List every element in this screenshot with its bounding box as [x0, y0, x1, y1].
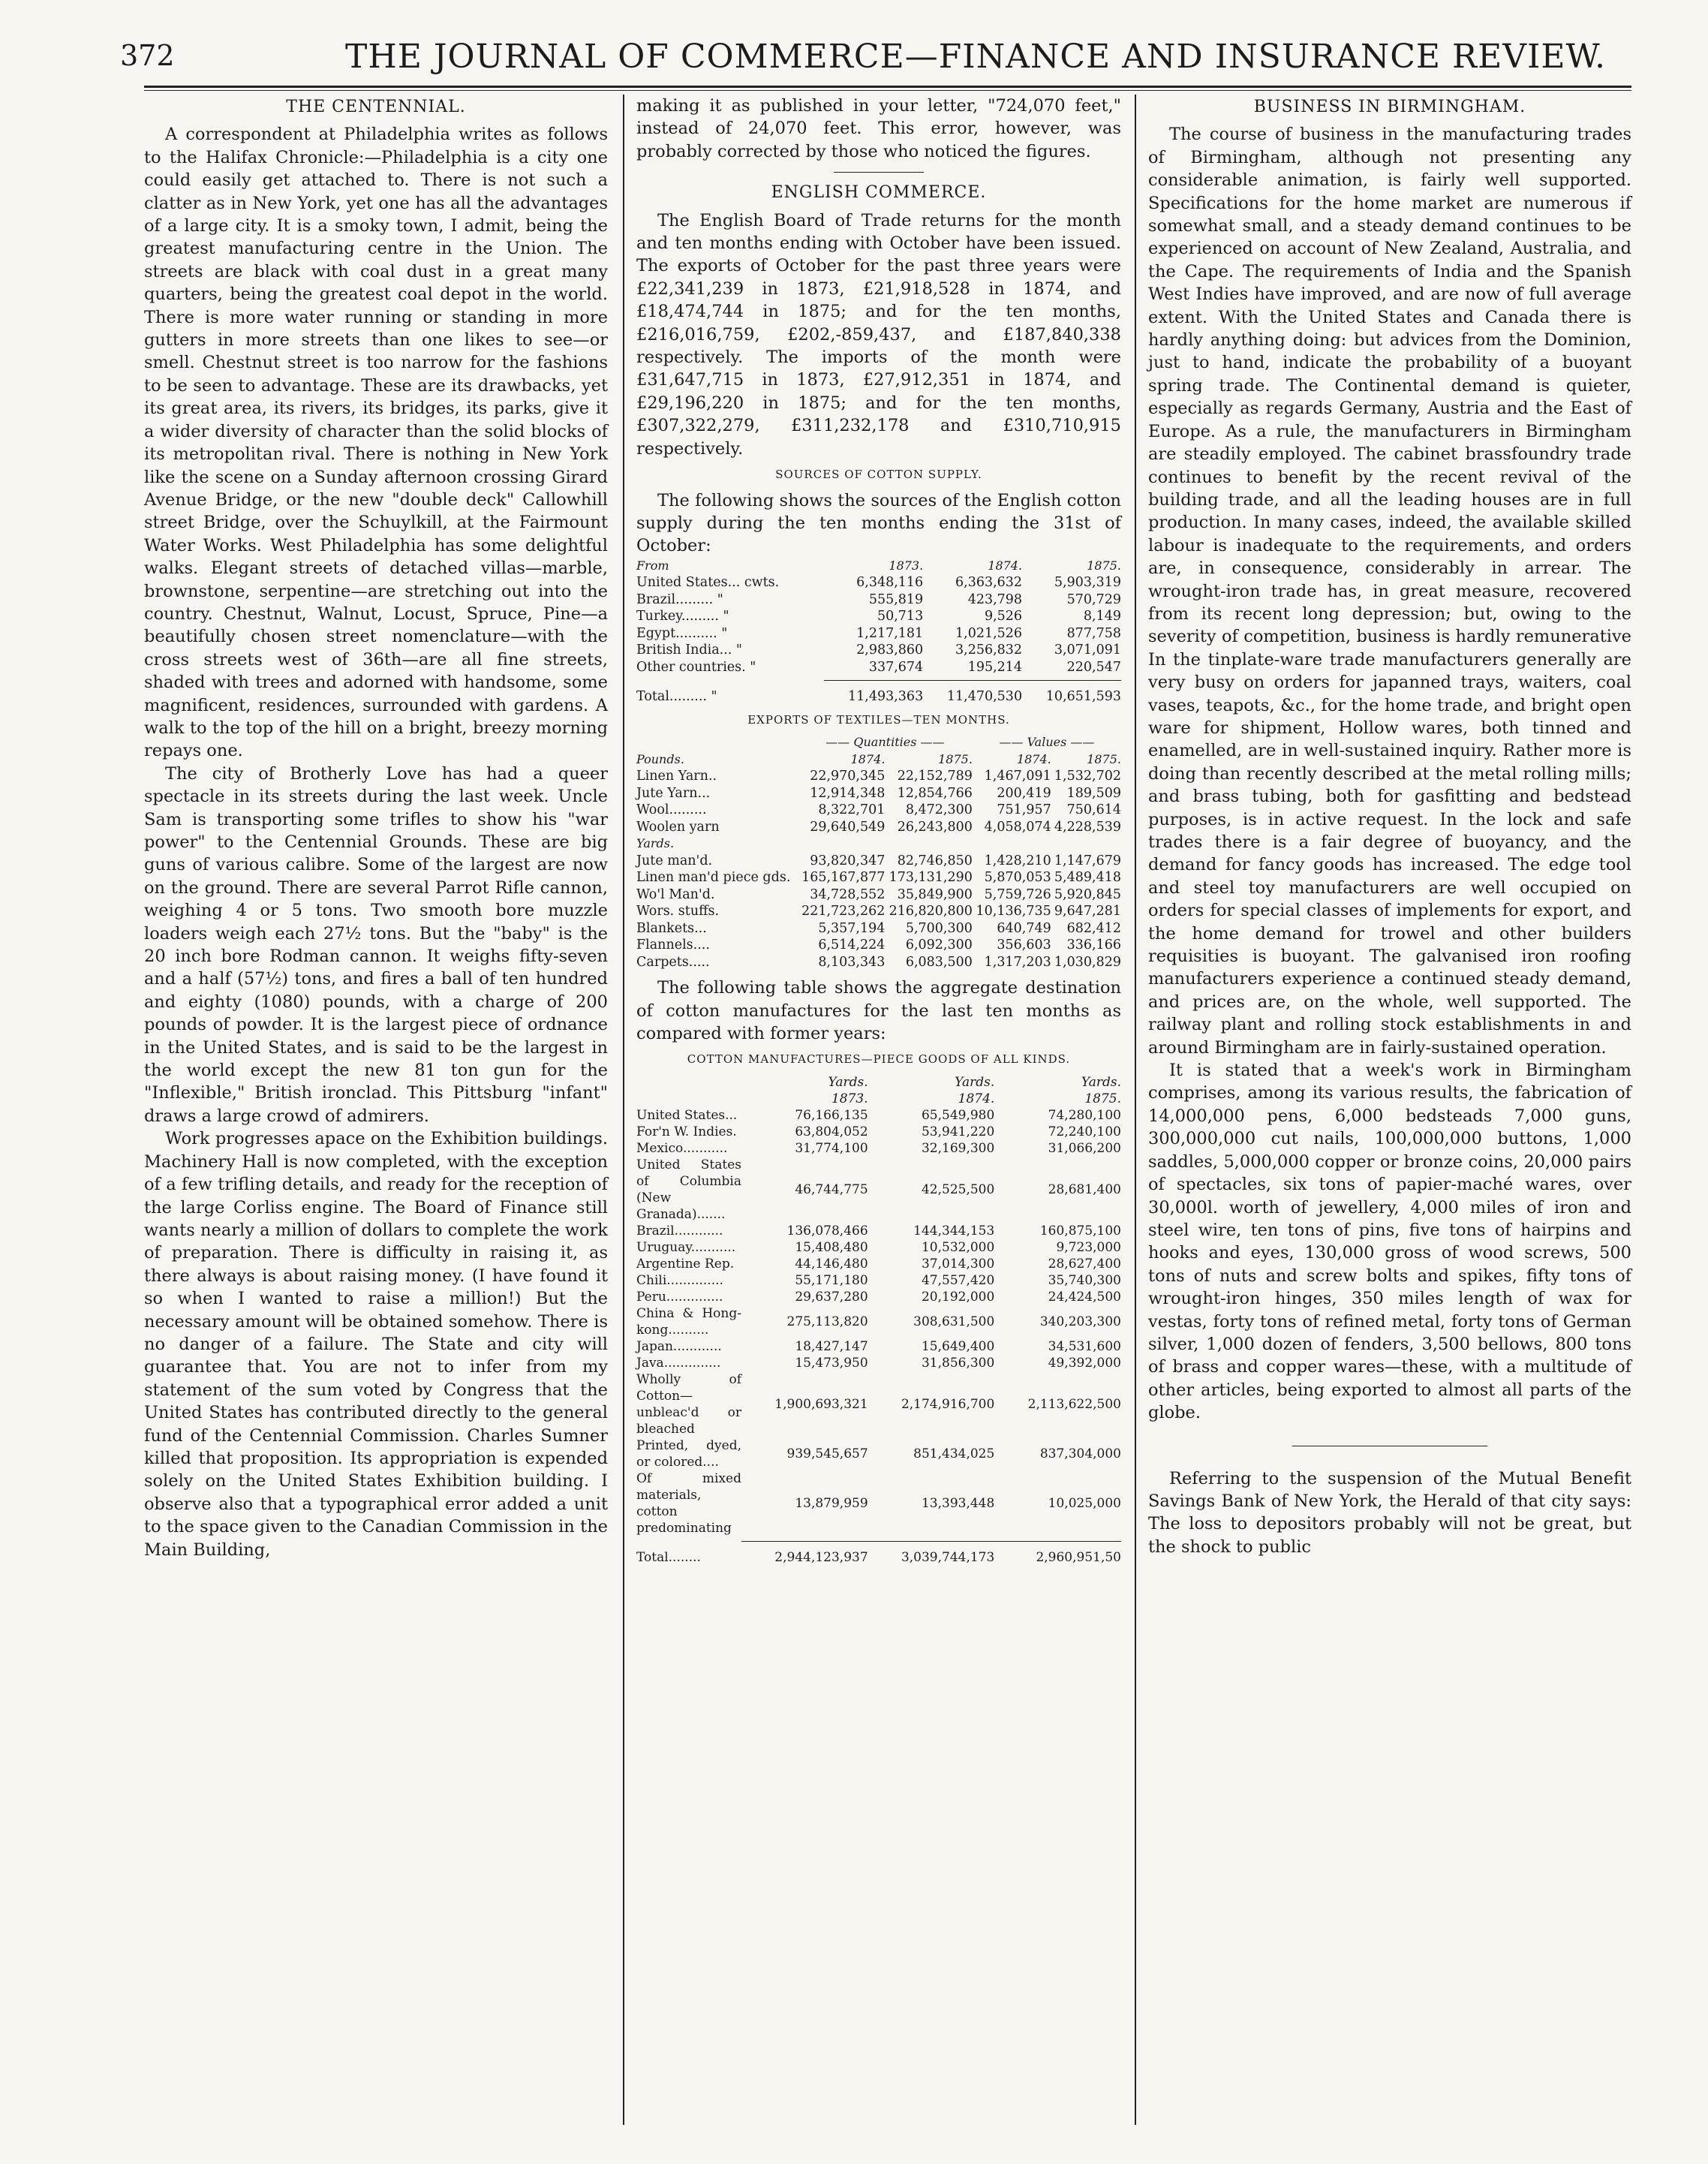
cotton-supply-header: From 1873. 1874. 1875.: [636, 558, 1121, 573]
textiles-row: Jute man'd. 93,820,347 82,746,850 1,428,210 1,147,679: [636, 853, 1121, 868]
cotton-manufactures-row: Peru.............. 29,637,280 20,192,000 24,424,500: [636, 1289, 1121, 1305]
cotton-manufactures-row: Argentine Rep. 44,146,480 37,014,300 28,627,400: [636, 1256, 1121, 1272]
textiles-row: Blankets... 5,357,194 5,700,300 640,749 682,412: [636, 920, 1121, 936]
masthead: [120, 33, 1628, 86]
birmingham-paragraph-2: It is stated that a week's work in Birmingham comprises, among its various results, the fabrication of 14,000,000 pens, 6,000 bedsteads 7,000 guns, 300,000,000 cut nails, 100,000,000 buttons, 1,000 saddles, 5,000,000 copper or bronze coins, 20,000 pairs of spectacles, six tons of papier-maché wares, over 30,000l. worth of jewellery, 4,000 miles of iron and steel wire, ten tons of pins, five tons of hairpins and hooks and eyes, 130,000 gross of wood screws, 500 tons of nuts and screw bolts and spikes, fifty tons of wrought-iron hinges, 350 miles length of wax for vestas, forty tons of refined metal, forty tons of German silver, 1,000 dozen of fenders, 3,500 bellows, 800 tons of brass and copper wares—these, with a multitude of other articles, being exported to almost all parts of the globe.: [1148, 1061, 1631, 1423]
cotton-manufactures-row: United States of Columbia (New Granada)....... 46,744,775 42,525,500 28,681,400: [636, 1157, 1121, 1222]
cotton-manufactures-row: Printed, dyed, or colored.... 939,545,657 851,434,025 837,304,000: [636, 1437, 1121, 1470]
textiles-row: Carpets..... 8,103,343 6,083,500 1,317,203 1,030,829: [636, 954, 1121, 970]
centennial-heading: THE CENTENNIAL.: [286, 98, 466, 116]
centennial-paragraph-2: The city of Brotherly Love has had a queer spectacle in its streets during the last week. Uncle Sam is transporting some trifles to show his "war power" to the Centennial Grounds. These are big guns of various calibre. Some of the largest are now on the ground. There are several Parrot Rifle cannon, weighing 4 or 5 tons. Two smooth bore muzzle loaders weigh each 27½ tons. But the "baby" is the 20 inch bore Rodman cannon. It weighs fifty-seven and a half (57½) tons, and fires a ball of ten hundred and eighty (1080) pounds, with a charge of 200 pounds of powder. It is the largest piece of ordnance in the United States, and is said to be the largest in the world except the new 81 ton gun for the "Inflexible," British ironclad. This Pittsburg "infant" draws a large crowd of admirers.: [144, 763, 608, 1126]
column-divider-left: [623, 95, 624, 2125]
cotton-manufactures-row: United States... 76,166,135 65,549,980 74,280,100: [636, 1107, 1121, 1123]
column-centennial: [144, 95, 608, 1561]
birmingham-paragraph-1: The course of business in the manufacturing trades of Birmingham, although not presenting any considerable animation, is fairly well supported. Specifications for the home market are numerous if somewhat small, and a steady demand continues to be experienced on account of New Zealand, Australia, and the Cape. The requirements of India and the Spanish West Indies have improved, and are now of full average extent. With the United States and Canada there is hardly anything doing: but advices from the Dominion, just to hand, indicate the probability of a buoyant spring trade. The Continental demand is quieter, especially as regards Germany, Austria and the East of Europe. As a rule, the manufacturers in Birmingham are steadily employed. The cabinet brassfoundry trade continues to benefit by the recent revival of the building trade, and all the leading houses are in full production. In many cases, indeed, the available skilled labour is inadequate to the requirements, and orders are, in consequence, considerably in arrear. The wrought-iron trade has, in great measure, recovered from its recent long depression; but, owing to the severity of competition, business is hardly remunerative In the tinplate-ware trade manufacturers generally are very busy on orders for japanned trays, waiters, coal vases, teapots, &c., for the home trade, and bright open ware for shipment, Hollow wares, both tinned and enamelled, are in well-sustained inquiry. Rather more is doing than recently described at the metal rolling mills; and brass tubing, both for gasfitting and bedstead purposes, is in active request. In the lock and safe trades there is a fair degree of buoyancy, and the demand for fancy goods has increased. The edge tool and steel toy manufacturers are well occupied on orders for special classes of implements for export, and the home demand for trowel and other builders requisities is buoyant. The galvanised iron roofing manufacturers experience a continued steady demand, and prices are, on the whole, well supported. The railway plant and rolling stock establishments in and around Birmingham are in fairly-sustained operation.: [1148, 125, 1631, 1058]
cotton-supply-row: Egypt.......... " 1,217,181 1,021,526 877,758: [636, 625, 1121, 641]
cotton-supply-heading: SOURCES OF COTTON SUPPLY.: [775, 468, 982, 482]
textiles-table: [636, 734, 1121, 971]
cotton-manufactures-row: Wholly of Cotton—unbleac'd or bleached 1,900,693,321 2,174,916,700 2,113,622,500: [636, 1371, 1121, 1437]
cotton-supply-intro: The following shows the sources of the English cotton supply during the ten months ending the 31st of October:: [636, 490, 1121, 556]
cotton-supply-row: Other countries. " 337,674 195,214 220,547: [636, 659, 1121, 675]
centennial-paragraph-1: A correspondent at Philadelphia writes as follows to the Halifax Chronicle:—Philadelphia is a city one could easily get attached to. There is not such a clatter as in New York, yet one has all the advantages of a large city. It is a smoky town, I admit, being the greatest manufacturing centre in the Union. The streets are black with coal dust in a great many quarters, being the greatest coal depot in the world. There is more water running or standing in more gutters in more streets than one likes to see—or smell. Chestnut street is too narrow for the fashions to be seen to advantage. These are its drawbacks, yet its great area, its rivers, its bridges, its parks, give it a wider diversity of character than the solid blocks of its metropolitan rival. There is nothing in New York like the scene on a Sunday afternoon crossing Girard Avenue Bridge, or the new "double deck" Callowhill street Bridge, over the Schuylkill, at the Fairmount Water Works. West Philadelphia has some delightful walks. Elegant streets of detached villas—marble, brownstone, serpentine—are stretching out into the country. Chestnut, Walnut, Locust, Spruce, Pine—a beautifully chosen street nomenclature—with the cross streets west of 36th—are all fine streets, shaded with trees and adorned with handsome, some magnificent, residences, surrounded with gardens. A walk to the top of the hill on a bright, breezy morning repays one.: [144, 125, 608, 761]
textiles-row: Wors. stuffs. 221,723,262 216,820,800 10,136,735 9,647,281: [636, 904, 1121, 919]
column-english-commerce: [636, 95, 1121, 1566]
textiles-row: Flannels.... 6,514,224 6,092,300 356,603 336,166: [636, 938, 1121, 953]
journal-title: THE JOURNAL OF COMMERCE—FINANCE AND INSURANCE REVIEW.: [345, 38, 1607, 76]
continuation-paragraph: making it as published in your letter, "724,070 feet," instead of 24,070 feet. This error, however, was probably corrected by those who noticed the figures.: [636, 96, 1121, 161]
cotton-manufactures-row: Mexico........... 31,774,100 32,169,300 31,066,200: [636, 1140, 1121, 1156]
textiles-yards-label: Yards.: [636, 836, 675, 851]
mutual-benefit-paragraph: Referring to the suspension of the Mutual Benefit Savings Bank of New York, the Herald of that city says: The loss to depositors probably will not be great, but the shock to public: [1148, 1468, 1631, 1557]
cotton-supply-table: [636, 558, 1121, 706]
english-commerce-paragraph: The English Board of Trade returns for the month and ten months ending with October have been issued. The exports of October for the past three years were £22,341,239 in 1873, £21,918,528 in 1874, and £18,474,744 in 1875; and for the ten months, £216,016,759, £202,-859,437, and £187,840,338 respectively. The imports of the month were £31,647,715 in 1873, £27,912,351 in 1874, and £29,196,220 in 1875; and for the ten months, £307,322,279, £311,232,178 and £310,710,915 respectively.: [636, 210, 1121, 459]
cotton-manufactures-units: Yards. Yards. Yards.: [828, 1074, 1121, 1090]
cotton-supply-row: Brazil......... " 555,819 423,798 570,729: [636, 591, 1121, 607]
textiles-row: Wo'l Man'd. 34,728,552 35,849,900 5,759,726 5,920,845: [636, 886, 1121, 902]
textiles-row: Linen Yarn.. 22,970,345 22,152,789 1,467,091 1,532,702: [636, 769, 1121, 784]
cotton-manufactures-intro: The following table shows the aggregate destination of cotton manufactures for the last ten months as compared with former years:: [636, 978, 1121, 1043]
english-commerce-heading: ENGLISH COMMERCE.: [771, 183, 987, 203]
textiles-year-header: Pounds. 1874. 1875. 1874. 1875.: [636, 751, 1121, 766]
cotton-manufactures-row: Chili.............. 55,171,180 47,557,420 35,740,300: [636, 1272, 1121, 1288]
cotton-supply-total: Total......... " 11,493,363 11,470,530 10,651,593: [636, 688, 1121, 705]
textiles-row: Linen man'd piece gds. 165,167,877 173,131,290 5,870,053 5,489,418: [636, 870, 1121, 886]
cotton-manufactures-table: [636, 1074, 1121, 1566]
cotton-manufactures-row: Brazil............ 136,078,466 144,344,153 160,875,100: [636, 1223, 1121, 1239]
cotton-manufactures-row: Uruguay........... 15,408,480 10,532,000 9,723,000: [636, 1239, 1121, 1255]
column-birmingham: [1148, 95, 1631, 1558]
cotton-manufactures-row: Japan............ 18,427,147 15,649,400 34,531,600: [636, 1338, 1121, 1354]
cotton-manufactures-years: 1873. 1874. 1875.: [831, 1091, 1121, 1106]
textiles-heading: EXPORTS OF TEXTILES—TEN MONTHS.: [747, 712, 1010, 727]
section-rule: [834, 172, 924, 173]
cotton-manufactures-row: Java.............. 15,473,950 31,856,300 49,392,000: [636, 1355, 1121, 1371]
centennial-paragraph-3: Work progresses apace on the Exhibition buildings. Machinery Hall is now completed, with the exception of a few trifling details, and ready for the reception of the large Corliss engine. The Board of Finance still wants nearly a million of dollars to complete the work of preparation. There is difficulty in raising it, as there always is about raising money. (I have found it so when I wanted to raise a million!) But the necessary amount will be obtained somehow. There is no danger of a failure. The State and city will guarantee that. You are not to infer from my statement of the sum voted by Congress that the United States has contributed directly to the general fund of the Centennial Commission. Charles Sumner killed that proposition. Its appropriation is expended solely on the United States Exhibition building. I observe also that a typographical error added a unit to the space given to the Canadian Commission in the Main Building,: [144, 1129, 608, 1560]
cotton-manufactures-row: China & Hong-kong.......... 275,113,820 308,631,500 340,203,300: [636, 1305, 1121, 1338]
cotton-supply-row: United States... cwts. 6,348,116 6,363,632 5,903,319: [636, 575, 1121, 591]
birmingham-heading: BUSINESS IN BIRMINGHAM.: [1253, 98, 1526, 116]
cotton-supply-row: Turkey......... " 50,713 9,526 8,149: [636, 609, 1121, 625]
header-rule-thin: [144, 90, 1631, 91]
column-divider-right: [1135, 95, 1136, 2125]
textiles-row: Wool......... 8,322,701 8,472,300 751,957 750,614: [636, 802, 1121, 818]
cotton-manufactures-heading: COTTON MANUFACTURES—PIECE GOODS OF ALL KINDS.: [687, 1052, 1071, 1067]
header-rule-thick: [144, 86, 1631, 88]
cotton-manufactures-row: Of mixed materials, cotton predominating 13,879,959 13,393,448 10,025,000: [636, 1470, 1121, 1536]
textiles-group-header: —— Quantities —— —— Values ——: [825, 735, 1095, 750]
textiles-row: Woolen yarn 29,640,549 26,243,800 4,058,074 4,228,539: [636, 819, 1121, 835]
textiles-row: Jute Yarn... 12,914,348 12,854,766 200,419 189,509: [636, 785, 1121, 801]
cotton-manufactures-row: For'n W. Indies. 63,804,052 53,941,220 72,240,100: [636, 1124, 1121, 1139]
cotton-supply-row: British India... " 2,983,860 3,256,832 3,071,091: [636, 643, 1121, 658]
cotton-manufactures-total: Total........ 2,944,123,937 3,039,744,173 2,960,951,50: [636, 1549, 1121, 1565]
page-number: 372: [120, 39, 175, 72]
